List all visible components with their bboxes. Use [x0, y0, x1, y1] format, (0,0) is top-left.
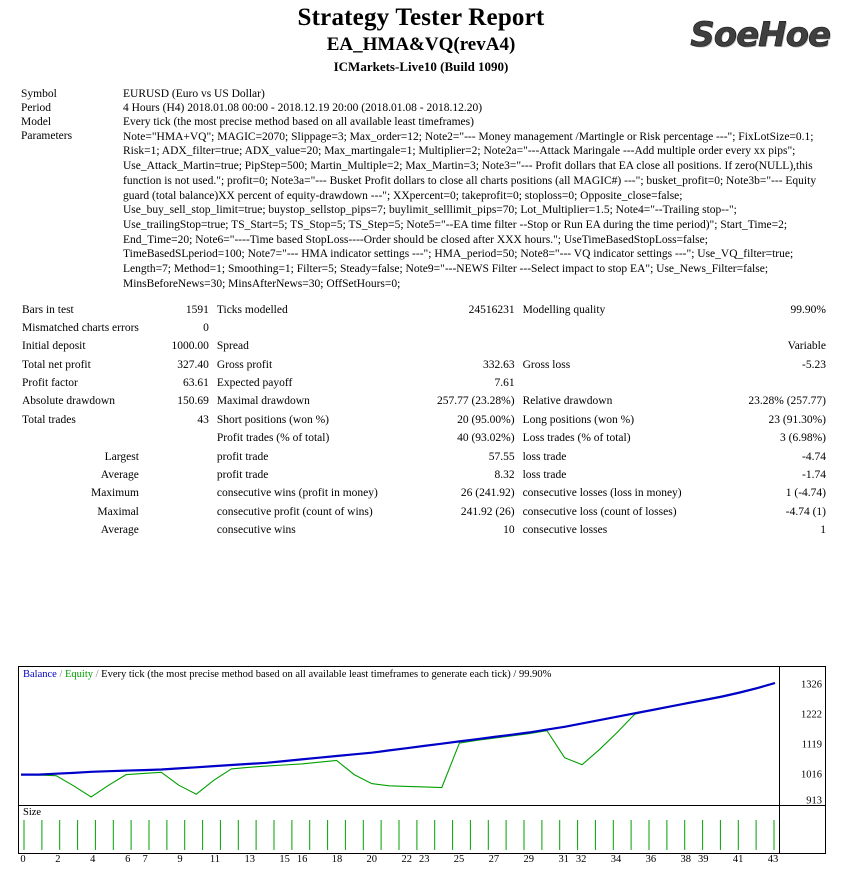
stat-value-3: 3 (6.98%)	[780, 432, 826, 445]
report-info-table	[18, 87, 830, 293]
symbol-label: Symbol	[21, 87, 57, 100]
x-tick: 0	[20, 854, 26, 865]
stat-label-3: consecutive losses (loss in money)	[522, 487, 682, 500]
stat-label-2: Expected payoff	[216, 377, 293, 390]
y-tick: 1326	[801, 679, 822, 691]
chart-legend: Balance / Equity / Every tick (the most precise method based on all available least timeframes to generate each tick) / 99.90%	[23, 669, 552, 680]
x-tick: 6	[125, 854, 131, 865]
parameters-label: Parameters	[21, 129, 73, 142]
x-tick: 25	[453, 854, 465, 865]
stat-value-2: 20 (95.00%)	[457, 413, 515, 426]
table-row	[18, 429, 830, 447]
stat-label-2: consecutive wins (profit in money)	[216, 487, 378, 500]
period-label: Period	[21, 101, 52, 114]
x-axis	[18, 854, 778, 870]
stat-value-1: 1591	[185, 303, 209, 316]
x-tick: 41	[732, 854, 744, 865]
stat-label-3: Loss trades (% of total)	[522, 432, 631, 445]
stat-value-2: 10	[503, 524, 515, 537]
x-tick: 32	[575, 854, 587, 865]
stat-value-3: -1.74	[802, 468, 826, 481]
stat-value-3: -4.74 (1)	[785, 505, 826, 518]
stat-value-2: 332.63	[482, 358, 515, 371]
table-row	[18, 484, 830, 502]
stat-value-2: 24516231	[468, 303, 515, 316]
table-row	[18, 374, 830, 392]
stat-label-3: Modelling quality	[522, 303, 606, 316]
size-chart	[18, 806, 826, 854]
stats-table-main	[18, 301, 830, 540]
stat-label-3	[519, 374, 718, 392]
symbol-value: EURUSD (Euro vs US Dollar)	[123, 87, 265, 100]
stat-label-left: Average	[100, 468, 139, 481]
info-row-parameters	[18, 129, 830, 293]
stat-label-1: Bars in test	[22, 303, 74, 316]
stat-label-2: Profit trades (% of total)	[216, 432, 330, 445]
stat-label-3	[519, 337, 718, 355]
stat-label-1: Total net profit	[22, 358, 91, 371]
stat-value-2: 40 (93.02%)	[457, 432, 515, 445]
stat-value-3: 23.28% (257.77)	[748, 395, 826, 408]
legend-equity: Equity	[64, 669, 93, 680]
x-tick: 31	[558, 854, 569, 865]
table-row	[18, 319, 830, 337]
info-row-symbol	[18, 87, 830, 101]
size-label: Size	[23, 807, 42, 818]
x-tick: 15	[279, 854, 290, 865]
stat-value-3: -5.23	[802, 358, 826, 371]
stat-value-3: Variable	[787, 340, 826, 353]
stat-value-1: 327.40	[177, 358, 209, 371]
soehoe-logo: SoeHoe	[690, 15, 830, 55]
x-tick: 29	[523, 854, 535, 865]
y-tick: 1222	[801, 709, 822, 721]
parameters-value: Note="HMA+VQ"; MAGIC=2070; Slippage=3; Max_order=12; Note2="--- Money management /Martingle or Risk percentage ---"; FixLotSize=0.1; Risk=1; ADX_filter=true; ADX_value=20; Max_martingale=1; Multiplier=2; Note2a="---Attack Maringale ---Add multiple order every xx pips"; Use_Attack_Martin=true; PipStep=500; Martin_Multiple=2; Max_Martin=3; Note3="--- Profit dollars that EA close all positions. If zero(NULL),this function is not used."; profit=0; Note3a="--- Busket Profit dollars to close all charts positions (all MAGIC#) ---"; busket_profit=0; Note3b="--- Equity guard (total balance)XX percent of equity-drawdown ---"; XXpercent=0; takeprofit=0; stoploss=0; Opposite_close=false; Use_buy_sell_stop_limit=true; buystop_sellstop_pips=7; buylimit_selllimit_pips=70; Lot_Multiplier=1.5; Note4="--Trailing stop--"; Use_trailingStop=true; TS_Start=5; TS_Stop=5; TS_Step=5; Note5="--EA time filter --Stop or Run EA during the time period)"; Start_Time=2; End_Time=20; Note6="----Time based StopLoss----Order should be closed after XXX hours."; UseTimeBasedStopLoss=false; TimeBasedSLperiod=100; Note7="--- HMA indicator settings ---"; HMA_period=50; Note8="--- VQ indicator settings ---"; Use_VQ_filter=true; Length=7; Method=1; Smoothing=1; Filter=5; Steady=false; Note9="---NEWS Filter ---Select impact to stop EA"; Use_News_Filter=false; MinsBeforeNews=30; MinsAfterNews=30; OffSetHours=0;	[123, 130, 817, 290]
stat-label-2: Maximal drawdown	[216, 395, 310, 408]
stat-label-1: Profit factor	[22, 377, 78, 390]
y-tick: 913	[806, 795, 822, 807]
stat-value-left	[143, 484, 213, 502]
y-tick: 1119	[801, 739, 822, 751]
stat-value-1: 0	[203, 321, 209, 334]
stat-label-3: Relative drawdown	[522, 395, 613, 408]
legend-balance: Balance	[23, 669, 57, 680]
stat-value-2: 8.32	[494, 468, 515, 481]
x-tick: 20	[366, 854, 378, 865]
stat-value-2: 57.55	[488, 450, 515, 463]
stat-value-3	[718, 319, 830, 337]
stat-label-left: Average	[100, 524, 139, 537]
stat-label-3	[519, 319, 718, 337]
x-tick: 23	[418, 854, 430, 865]
stat-label-2: Short positions (won %)	[216, 413, 330, 426]
model-label: Model	[21, 115, 52, 128]
x-tick: 22	[401, 854, 412, 865]
stat-value-left	[143, 503, 213, 521]
x-tick: 38	[680, 854, 692, 865]
x-tick: 2	[55, 854, 61, 865]
info-row-period	[18, 101, 830, 115]
stat-label-2: consecutive wins	[216, 524, 296, 537]
x-tick: 16	[296, 854, 308, 865]
y-axis	[779, 667, 825, 805]
stat-value-1: 43	[197, 413, 209, 426]
table-row	[18, 411, 830, 429]
stat-label-left: Maximum	[90, 487, 139, 500]
stat-label-1: Initial deposit	[22, 340, 86, 353]
x-tick: 9	[177, 854, 183, 865]
x-tick: 7	[142, 854, 148, 865]
stat-value-3: 1	[820, 524, 826, 537]
ea-name: EA_HMA&VQ(revA4)	[326, 33, 516, 55]
stat-value-left	[143, 521, 213, 539]
size-plot	[19, 806, 779, 852]
stat-label-left: Largest	[104, 450, 139, 463]
info-row-model	[18, 115, 830, 129]
stat-label-2: Ticks modelled	[216, 303, 288, 316]
stat-label-3: loss trade	[522, 468, 567, 481]
stat-value-left	[143, 466, 213, 484]
stat-value-3: -4.74	[802, 450, 826, 463]
stat-value-2: 241.92 (26)	[460, 505, 515, 518]
stat-value-3: 99.90%	[790, 303, 826, 316]
stat-label-2: profit trade	[216, 450, 269, 463]
x-tick: 18	[331, 854, 343, 865]
stat-value-3: 23 (91.30%)	[768, 413, 826, 426]
stat-label-3: Gross loss	[522, 358, 571, 371]
chart-title: Every tick (the most precise method based on all available least timeframes to generate each tick) / 99.90%	[101, 669, 552, 680]
table-row	[18, 392, 830, 410]
x-tick: 27	[488, 854, 500, 865]
size-y-axis	[779, 806, 825, 853]
stat-label-2	[213, 319, 415, 337]
charts-area	[18, 666, 826, 870]
stat-label-1: Total trades	[22, 413, 76, 426]
page-title: Strategy Tester Report	[297, 4, 545, 31]
table-row	[18, 448, 830, 466]
stat-value-1: 63.61	[183, 377, 209, 390]
stat-value-1: 150.69	[177, 395, 209, 408]
x-tick: 13	[244, 854, 255, 865]
table-row	[18, 301, 830, 319]
table-row	[18, 337, 830, 355]
stat-label-3: Long positions (won %)	[522, 413, 635, 426]
table-row	[18, 466, 830, 484]
stat-value-left	[143, 429, 213, 447]
x-tick: 11	[209, 854, 220, 865]
stat-label-left: Maximal	[97, 505, 139, 518]
table-row	[18, 356, 830, 374]
stat-value-3: 1 (-4.74)	[785, 487, 826, 500]
stat-label-2: Gross profit	[216, 358, 273, 371]
stat-label-2: Spread	[216, 340, 249, 353]
x-tick: 4	[90, 854, 96, 865]
broker-build: ICMarkets-Live10 (Build 1090)	[333, 59, 509, 75]
stat-value-left	[143, 448, 213, 466]
stat-label-left	[18, 429, 143, 447]
x-tick: 43	[767, 854, 779, 865]
model-value: Every tick (the most precise method based on all available least timeframes)	[123, 115, 474, 128]
stat-value-2: 257.77 (23.28%)	[436, 395, 515, 408]
stat-value-2	[415, 319, 519, 337]
x-tick: 36	[645, 854, 657, 865]
stat-value-3	[718, 374, 830, 392]
x-tick: 39	[697, 854, 709, 865]
stat-label-3: consecutive loss (count of losses)	[522, 505, 677, 518]
stat-label-3: consecutive losses	[522, 524, 608, 537]
stat-value-2	[415, 337, 519, 355]
stat-label-2: profit trade	[216, 468, 269, 481]
stat-label-1: Absolute drawdown	[22, 395, 115, 408]
x-tick: 34	[610, 854, 622, 865]
stat-label-1: Mismatched charts errors	[22, 321, 139, 334]
balance-equity-chart	[18, 666, 826, 806]
table-row	[18, 503, 830, 521]
stat-value-1: 1000.00	[171, 340, 209, 353]
stat-value-2: 26 (241.92)	[460, 487, 515, 500]
equity-plot	[19, 667, 779, 805]
stat-label-2: consecutive profit (count of wins)	[216, 505, 373, 518]
stat-label-3: loss trade	[522, 450, 567, 463]
period-value: 4 Hours (H4) 2018.01.08 00:00 - 2018.12.19 20:00 (2018.01.08 - 2018.12.20)	[123, 101, 483, 114]
table-row	[18, 521, 830, 539]
stat-value-2: 7.61	[494, 377, 515, 390]
y-tick: 1016	[801, 769, 822, 781]
